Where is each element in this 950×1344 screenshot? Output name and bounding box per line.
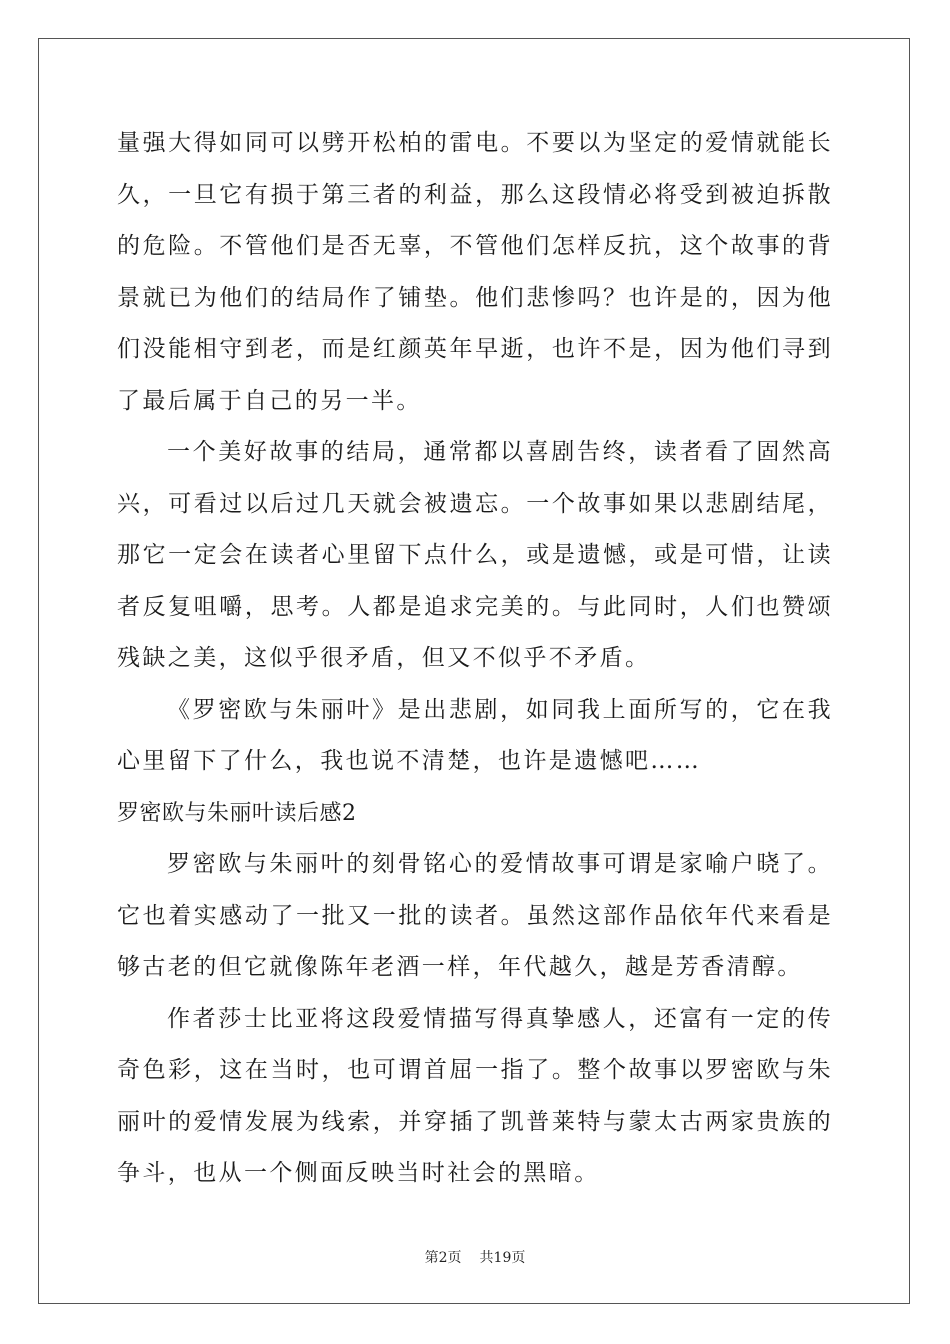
paragraph: 一个美好故事的结局，通常都以喜剧告终，读者看了固然高兴，可看过以后过几天就会被遗忘。一个故事如果以悲剧结尾，那它一定会在读者心里留下点什么，或是遗憾，或是可惜，让读者反复咀嚼，思考。人都是追求完美的。与此同时，人们也赞颂残缺之美，这似乎很矛盾，但又不似乎不矛盾。 [117, 439, 833, 671]
paragraph-continuation: 量强大得如同可以劈开松柏的雷电。不要以为坚定的爱情就能长久，一旦它有损于第三者的利益，那么这段情必将受到被迫拆散的危险。不管他们是否无辜，不管他们怎样反抗，这个故事的背景就已为他们的结局作了铺垫。他们悲惨吗？也许是的，因为他们没能相守到老，而是红颜英年早逝，也许不是，因为他们寻到了最后属于自己的另一半。 [117, 130, 833, 414]
section-heading: 罗密欧与朱丽叶读后感2 [117, 800, 357, 826]
paragraph: 《罗密欧与朱丽叶》是出悲剧，如同我上面所写的，它在我心里留下了什么，我也说不清楚，也许是遗憾吧…… [117, 696, 833, 774]
paragraph: 罗密欧与朱丽叶的刻骨铭心的爱情故事可谓是家喻户晓了。它也着实感动了一批又一批的读者。虽然这部作品依年代来看是够古老的但它就像陈年老酒一样，年代越久，越是芳香清醇。 [117, 851, 833, 980]
page-total: 共19页 [479, 1250, 526, 1266]
page-number: 第2页 [424, 1250, 462, 1266]
paragraph: 作者莎士比亚将这段爱情描写得真挚感人，还富有一定的传奇色彩，这在当时，也可谓首屈一指了。整个故事以罗密欧与朱丽叶的爱情发展为线索，并穿插了凯普莱特与蒙太古两家贵族的争斗，也从一个侧面反映当时社会的黑暗。 [117, 1005, 833, 1186]
document-body [117, 118, 833, 1200]
page-footer [0, 1247, 950, 1267]
